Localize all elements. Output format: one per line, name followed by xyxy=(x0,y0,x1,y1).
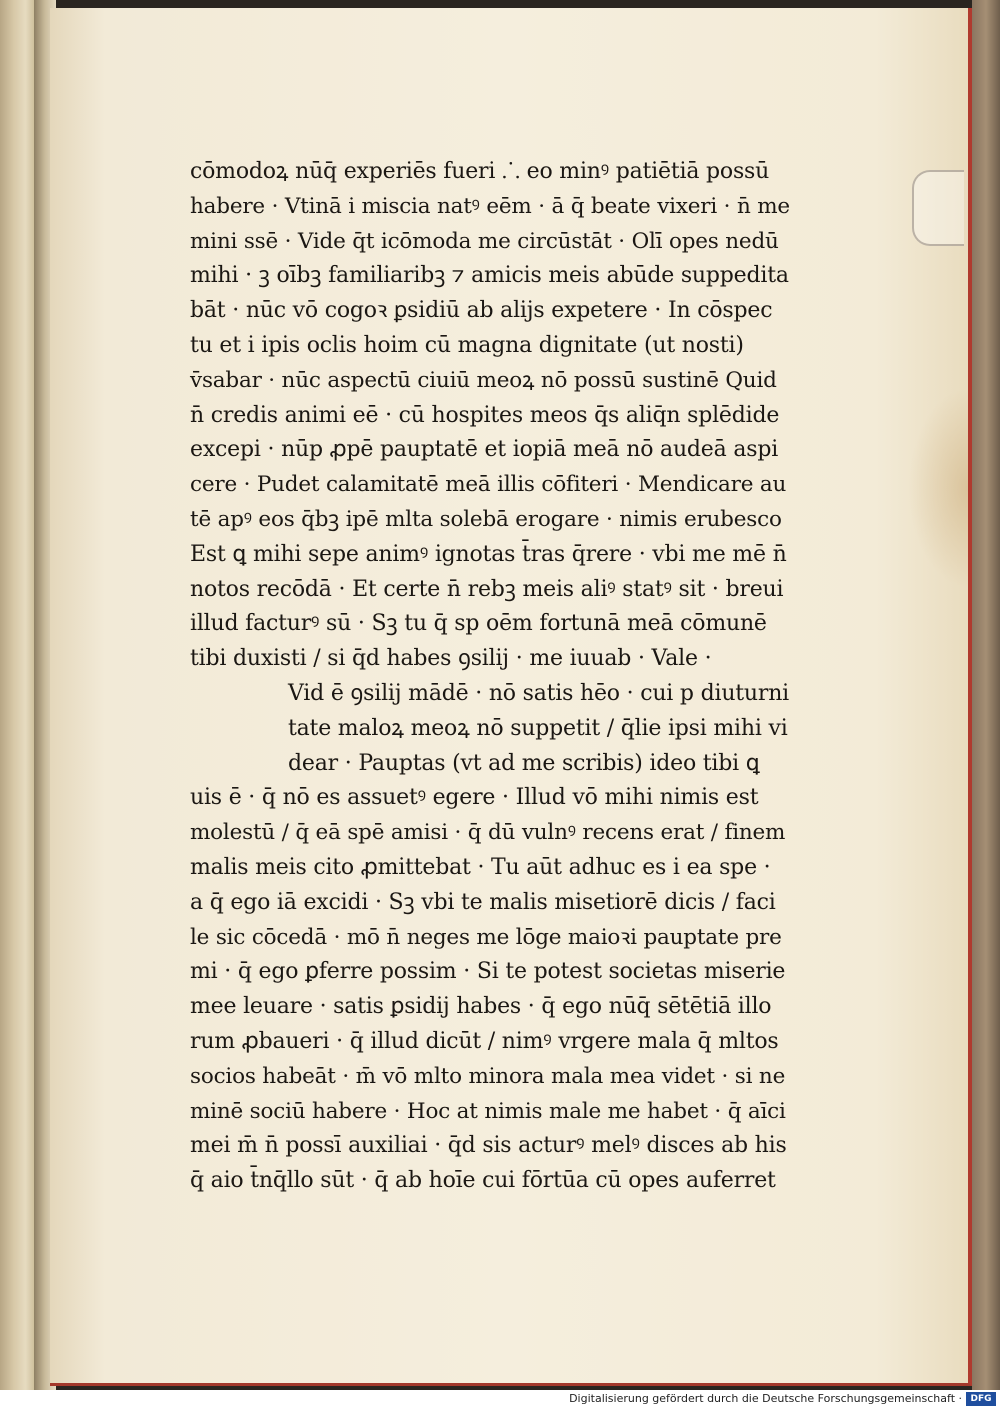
text-line: dear · Pauptas (vt ad me scribis) ideo tibi ꝗ xyxy=(288,750,760,776)
text-line: n̄ credis animi eē · cū hospites meos q̄s aliq̄n splēdide xyxy=(190,402,780,428)
text-line: mei m̄ n̄ possī auxiliai · q̄d sis acturꝰ melꝰ disces ab his xyxy=(190,1133,787,1159)
text-line: notos recōdā · Et certe n̄ rebꝫ meis aliꝰ statꝰ sit · breui xyxy=(190,576,784,602)
text-line: illud facturꝰ sū · Sꝫ tu q̄ sp oēm fortunā meā cōmunē xyxy=(190,611,767,637)
text-line: habere · Vtinā i miscia natꝰ eēm · ā q̄ beate vixeri · n̄ me xyxy=(190,193,790,219)
text-line: a q̄ ego iā excidi · Sꝫ vbi te malis misetiorē dicis / faci xyxy=(190,889,776,915)
text-line: mi · q̄ ego ꝑferre possim · Si te potest societas miserie xyxy=(190,959,786,985)
dfg-logo: DFG xyxy=(966,1392,996,1406)
text-line: cōmodoꝝ nūq̄ experiēs fueri ⸫ eo minꝰ patiētiā possū xyxy=(190,159,770,184)
funding-credit: Digitalisierung gefördert durch die Deutsche Forschungsgemeinschaft · xyxy=(569,1392,962,1405)
text-line: malis meis cito ꝓmittebat · Tu aūt adhuc es i ea spe · xyxy=(190,854,771,880)
facing-page-edge xyxy=(0,0,34,1390)
text-line: mee leuare · satis ꝑsidij habes · q̄ ego nūq̄ sētētiā illo xyxy=(190,994,772,1020)
printed-text-block xyxy=(190,155,790,1199)
text-line: Est ꝗ mihi sepe animꝰ ignotas t̄ras q̄rere · vbi me mē n̄ xyxy=(190,541,787,567)
text-line: tate maloꝝ meoꝝ nō suppetit / q̄lie ipsi mihi vi xyxy=(288,715,788,741)
text-line: mihi · ꝫ oībꝫ familiaribꝫ ⁊ amicis meis abūde suppedita xyxy=(190,263,789,289)
text-line: mini ssē · Vide q̄t icōmoda me circūstāt · Olī opes nedū xyxy=(190,228,779,254)
text-line: uis ē · q̄ nō es assuetꝰ egere · Illud vō mihi nimis est xyxy=(190,785,759,811)
text-line: minē sociū habere · Hoc at nimis male me habet · q̄ aīci xyxy=(190,1098,786,1124)
text-line: rum ꝓbaueri · q̄ illud dicūt / nimꝰ vrgere mala q̄ mltos xyxy=(190,1028,779,1054)
book-cover-edge xyxy=(972,0,1000,1390)
text-line: molestū / q̄ eā spē amisi · q̄ dū vulnꝰ recens erat / finem xyxy=(190,820,786,846)
text-line: excepi · nūp ꝓpē pauptatē et iopiā meā nō audeā aspi xyxy=(190,437,779,463)
page-clip xyxy=(912,170,964,246)
text-line: tē apꝰ eos q̄bꝫ ipē mlta solebā erogare · nimis erubesco xyxy=(190,506,782,532)
text-line: tibi duxisti / si q̄d habes ꝯsilij · me iuuab · Vale · xyxy=(190,646,712,672)
text-line: Vid ē ꝯsilij mādē · nō satis hēo · cui p diuturni xyxy=(288,680,790,706)
text-line: q̄ aio t̄nq̄llo sūt · q̄ ab hoīe cui fōrtūa cū opes auferret xyxy=(190,1168,776,1194)
text-line: cere · Pudet calamitatē meā illis cōfiteri · Mendicare au xyxy=(190,472,787,498)
text-line: bāt · nūc vō cogoꝛ ꝑsidiū ab alijs expetere · In cōspec xyxy=(190,298,773,324)
text-line: socios habeāt · m̄ vō mlto minora mala mea videt · si ne xyxy=(190,1063,786,1089)
text-line: v̄sabar · nūc aspectū ciuiū meoꝝ nō possū sustinē Quid xyxy=(190,367,777,393)
footer-bar xyxy=(0,1390,1000,1409)
text-line: tu et i ipis oclis hoim cū magna dignitate (ut nosti) xyxy=(190,332,744,358)
text-line: le sic cōcedā · mō n̄ neges me lōge maioꝛi pauptate pre xyxy=(190,924,782,950)
